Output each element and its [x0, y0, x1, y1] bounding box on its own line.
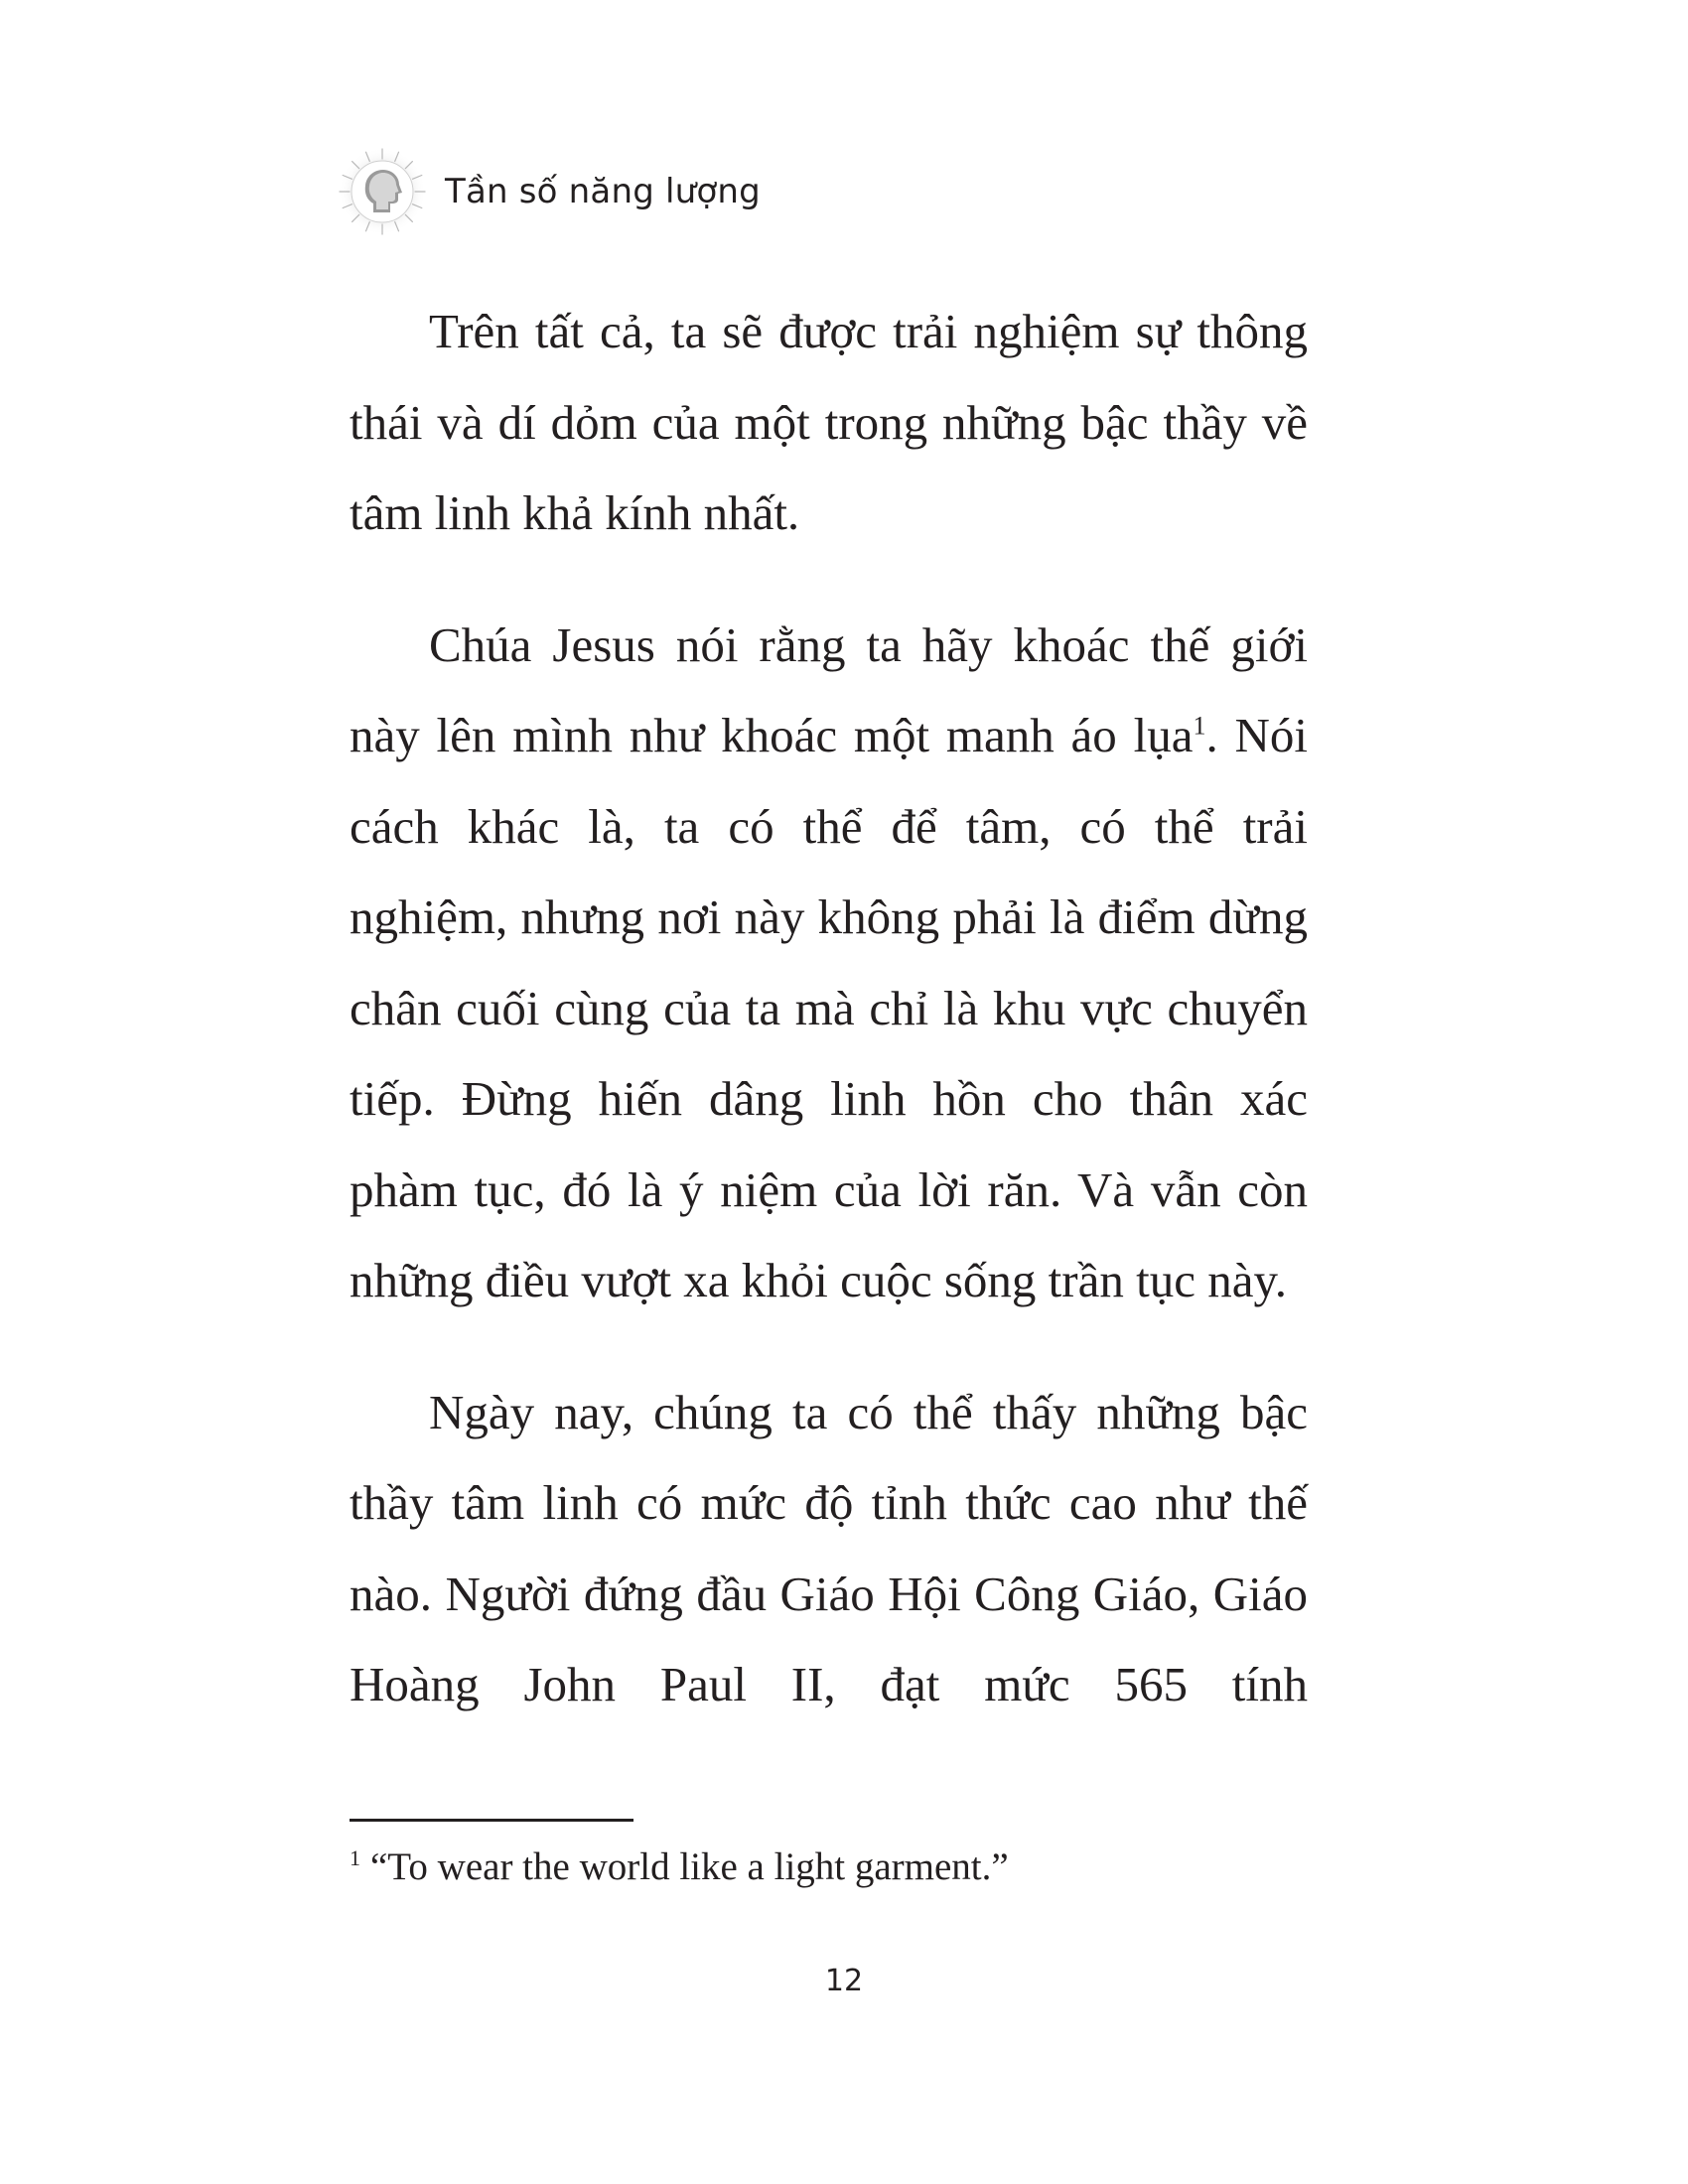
- footnote-marker: 1: [350, 1845, 360, 1870]
- footnote-reference[interactable]: 1: [1193, 711, 1206, 741]
- running-header: [338, 147, 761, 236]
- paragraph: Trên tất cả, ta sẽ được trải nghiệm sự thông thái và dí dỏm của một trong những bậc thầy về tâm linh khả kính nhất.: [350, 304, 1308, 540]
- paragraph-text: . Nói cách khác là, ta có thể để tâm, có thể trải nghiệm, nhưng nơi này không phải là điểm dừng chân cuối cùng của ta mà chỉ là khu vực chuyển tiếp. Đừng hiến dâng linh hồn cho thân xác phàm tục, đó là ý niệm của lời răn. Và vẫn còn những điều vượt xa khỏi cuộc sống trần tục này.: [350, 708, 1309, 1307]
- footnote-divider: [350, 1819, 633, 1822]
- running-header-title: Tần số năng lượng: [445, 172, 761, 211]
- paragraph: Ngày nay, chúng ta có thể thấy những bậc thầy tâm linh có mức độ tỉnh thức cao như thế nào. Người đứng đầu Giáo Hội Công Giáo, Giáo Hoàng John Paul II, đạt mức 565 tính: [350, 1384, 1308, 1711]
- body-text: [350, 286, 1308, 1730]
- footnote-text: “To wear the world like a light garment.”: [370, 1845, 1009, 1888]
- paragraph: [350, 600, 1308, 1326]
- footnote: [350, 1843, 1009, 1892]
- head-silhouette-icon: [338, 147, 427, 236]
- page-number: 12: [824, 1964, 864, 1998]
- paragraph-text: Chúa Jesus nói rằng ta hãy khoác thế giới này lên mình như khoác một manh áo lụa: [350, 616, 1308, 762]
